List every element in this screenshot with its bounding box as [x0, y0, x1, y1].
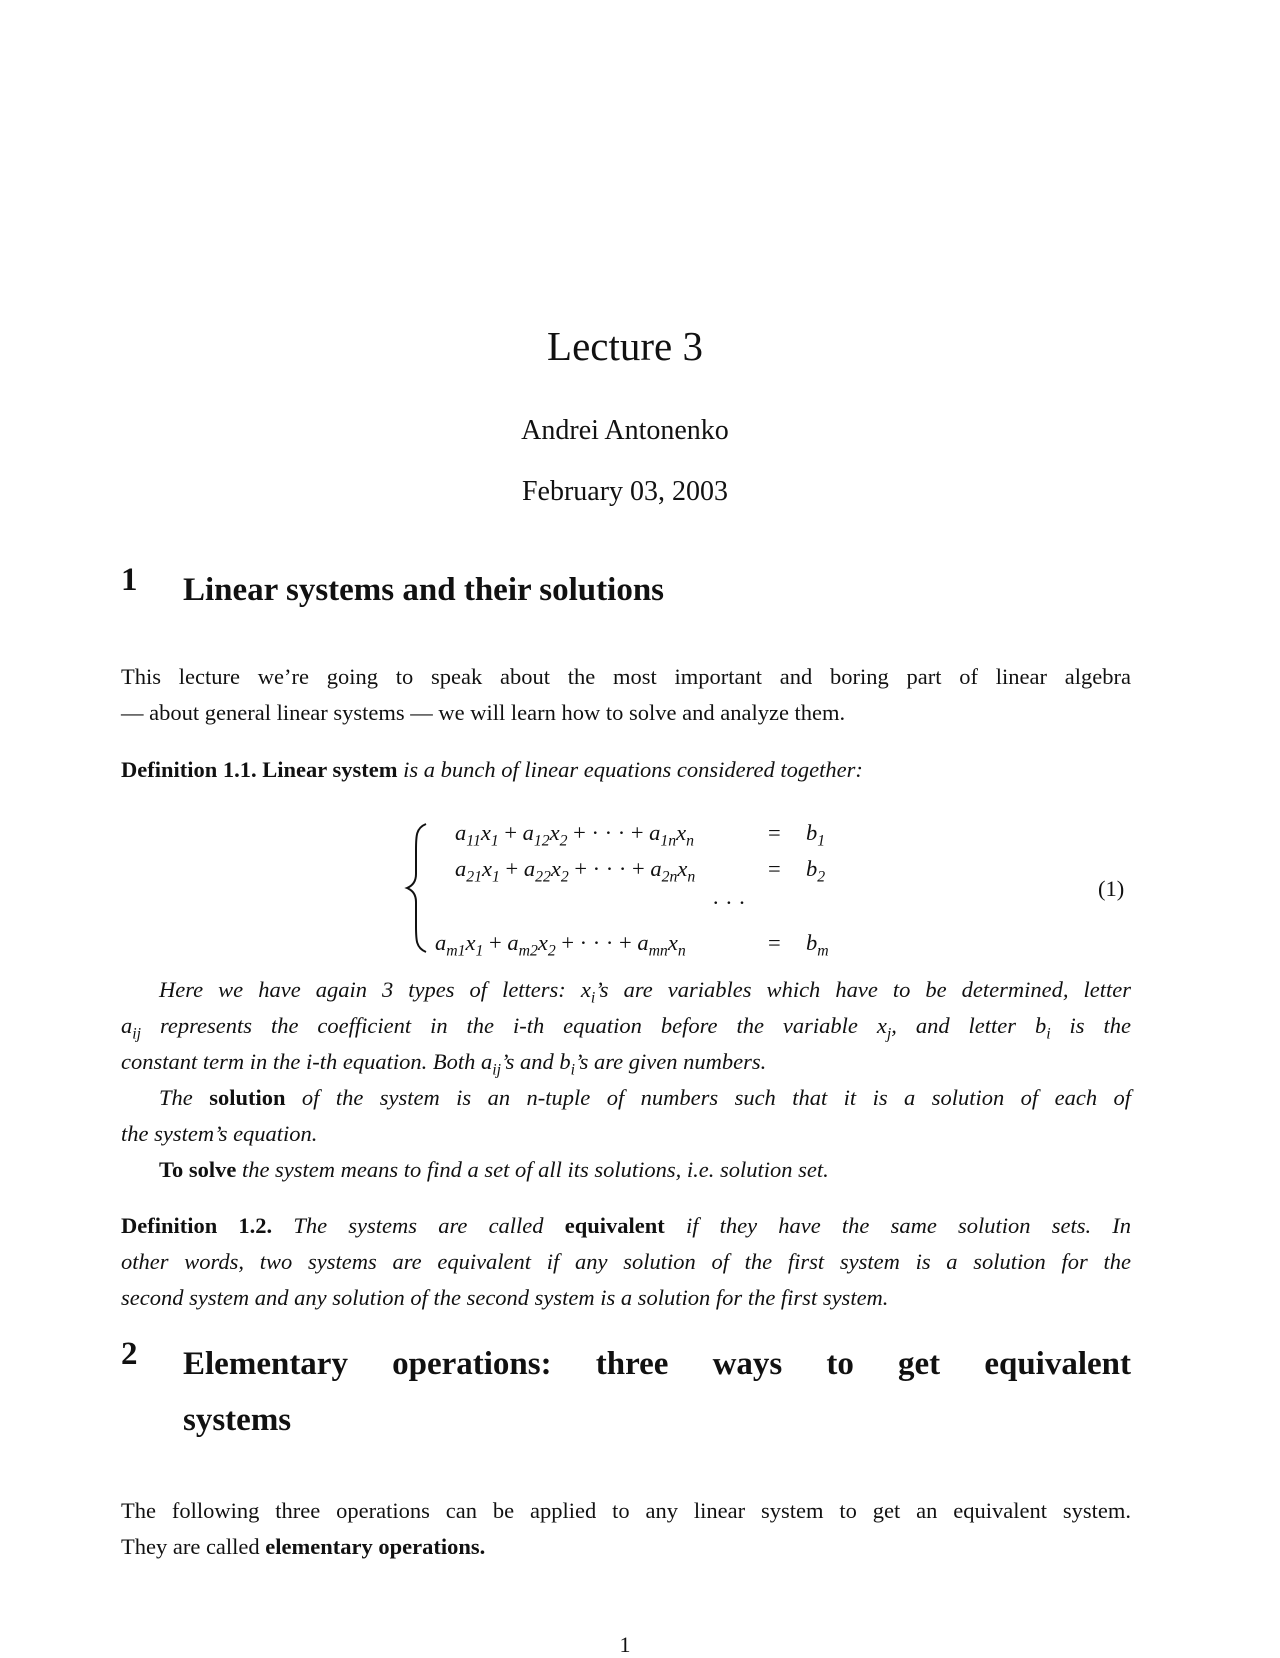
equals-sign: =	[768, 820, 781, 845]
solution-term: solution	[209, 1085, 286, 1110]
definition-1-2	[121, 1208, 1131, 1316]
equation-row-2: $a_{21}x_1 + a_{22}x_2$ + · · · + $a_{2n}x_n$	[455, 856, 696, 886]
equals-sign: =	[768, 856, 781, 881]
equation-number: (1)	[1098, 876, 1125, 901]
paragraph-line: other words, two systems are equivalent if any solution of the first system is a solution for the	[121, 1249, 1131, 1274]
author-name: Andrei Antonenko	[521, 415, 729, 446]
equivalent-term: equivalent	[564, 1213, 665, 1238]
solution-paragraph	[121, 1080, 1131, 1152]
definition-1-1	[121, 752, 1131, 788]
paragraph-line: second system and any solution of the second system is a solution for the first system.	[121, 1285, 889, 1310]
paragraph-line: This lecture we’re going to speak about the most important and boring part of linear algebra	[121, 664, 1131, 689]
section-title: Elementary operations: three ways to get equivalent	[183, 1346, 1131, 1382]
rhs-b1: $b_1$	[806, 820, 826, 850]
page-number: 1	[619, 1632, 631, 1657]
paragraph-line: — about general linear systems — we will learn how to solve and analyze them.	[121, 700, 846, 725]
equation-row-1: $a_{11}x_1 + a_{12}x_2$ + · · · + $a_{1n}x_n$	[455, 820, 695, 850]
paragraph-line: Definition 1.2. The systems are called equivalent if they have the same solution sets. In	[121, 1213, 1132, 1238]
paragraph-line: They are called elementary operations.	[121, 1534, 486, 1559]
definition-term: Linear system	[262, 757, 398, 782]
lecture-title: Lecture 3	[547, 323, 703, 369]
section-2-paragraph	[121, 1493, 1131, 1565]
paragraph-line: constant term in the i-th equation. Both $a_{ij}’s$ and $b_i’s$ are given numbers.	[121, 1049, 767, 1079]
vertical-ellipsis: · · ·	[712, 890, 746, 915]
to-solve-paragraph: To solve the system means to find a set of all its solutions, i.e. solution set.	[159, 1157, 829, 1182]
section-number: 2	[121, 1336, 138, 1372]
intro-paragraph	[121, 659, 1131, 731]
section-title-continued: systems	[183, 1402, 292, 1438]
rhs-bm: $b_m$	[806, 930, 829, 960]
equals-sign: =	[768, 930, 781, 955]
to-solve-term: To solve	[159, 1157, 237, 1182]
paragraph-line: The solution of the system is an n-tuple of numbers such that it is a solution of each of	[159, 1085, 1132, 1110]
paragraph-line: $a_{ij}$ represents the coefficient in the i-th equation before the variable $x_j$, and letter $b_i$ is the	[121, 1013, 1131, 1043]
definition-label: Definition 1.2.	[121, 1213, 273, 1238]
explanation-paragraph	[121, 972, 1131, 1080]
section-title: Linear systems and their solutions	[183, 572, 665, 608]
equation-row-m: $a_{m1}x_1 + a_{m2}x_2$ + · · · + $a_{mn}x_n$	[435, 930, 686, 960]
paragraph-line: the system’s equation.	[121, 1121, 318, 1146]
elementary-operations-term: elementary operations.	[265, 1534, 486, 1559]
paragraph-line: The following three operations can be applied to any linear system to get an equivalent system.	[121, 1498, 1131, 1523]
rhs-b2: $b_2$	[806, 856, 826, 886]
paragraph-line: Here we have again 3 types of letters: $x_i’s$ are variables which have to be determined, letter	[159, 977, 1132, 1007]
lecture-date: February 03, 2003	[521, 476, 729, 507]
definition-text: is a bunch of linear equations considered together:	[403, 757, 863, 782]
left-brace-icon	[404, 822, 428, 954]
definition-label: Definition 1.1.	[121, 757, 257, 782]
section-number: 1	[121, 562, 138, 598]
